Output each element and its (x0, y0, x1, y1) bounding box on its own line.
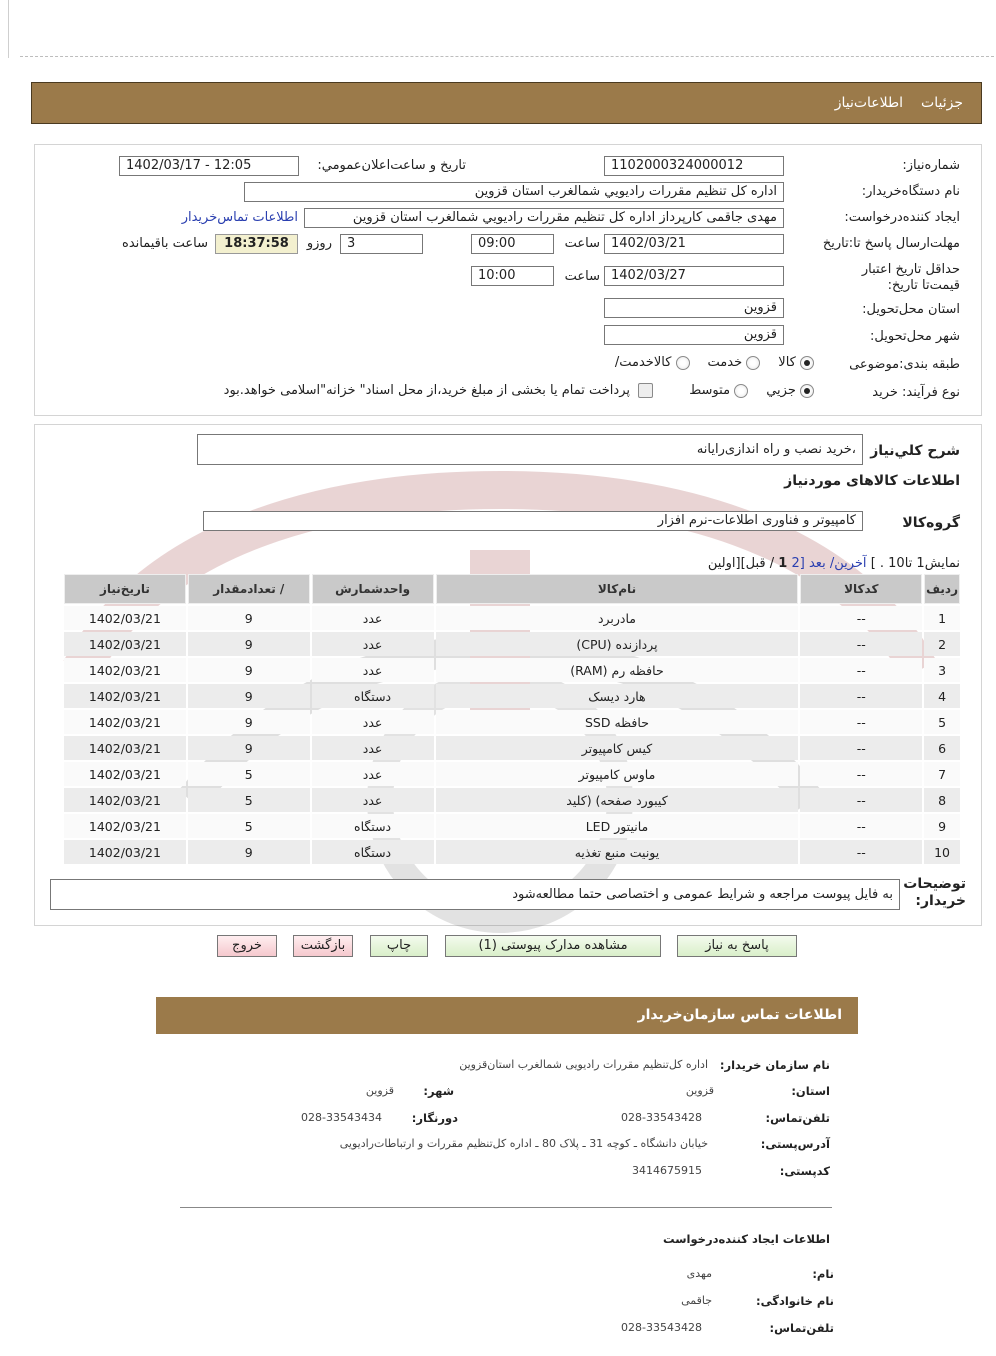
province-label: استان محل‌تحويل: (862, 302, 960, 317)
goods-unit: عدد (312, 710, 434, 734)
contact-postal-label: کدپستی: (779, 1164, 830, 1178)
goods-group-field: کامپيوتر و فناوری اطلاعات-نرم افزار (203, 511, 863, 531)
process-minor-text: جزيي (766, 383, 796, 398)
goods-code: -- (800, 710, 922, 734)
goods-table (62, 572, 962, 866)
requester-family-label: نام خانوادگی: (756, 1294, 834, 1308)
goods-code: -- (800, 788, 922, 812)
goods-date: 1402/03/21 (64, 736, 186, 760)
top-divider (20, 56, 994, 57)
col-unit: واحدشمارش (312, 574, 434, 604)
tab-need-info[interactable]: اطلاعات‌نياز (834, 95, 904, 111)
deadline-label: مهلت‌ارسال پاسخ تا:تاريخ (822, 236, 960, 251)
goods-date: 1402/03/21 (64, 684, 186, 708)
contact-address: خيابان دانشگاه ـ کوچه 31 ـ پلاک 80 ـ اداره کل‌تنظيم مقررات و ارتباطات‌راديويی (339, 1137, 708, 1150)
goods-code: -- (800, 606, 922, 630)
province-field: قزوين (604, 298, 784, 318)
buyer-notes-field: به فايل پيوست مراجعه و شرايط عمومی و اختصاصی حتما مطالعه‌شود (50, 879, 900, 910)
description-label: شرح کلي‌نياز (870, 443, 960, 459)
contact-city-label: شهر: (423, 1084, 454, 1098)
goods-unit: عدد (312, 658, 434, 682)
announce-label: تاريخ و ساعت‌اعلان‌عمومي: (317, 158, 466, 173)
category-goods-service-radio[interactable] (676, 356, 690, 370)
payment-checkbox[interactable] (638, 383, 653, 398)
goods-qty: 9 (188, 736, 310, 760)
row-number: 10 (924, 840, 960, 864)
contact-city: قزوين (365, 1084, 394, 1097)
contact-phone: 028-33543428 (621, 1111, 702, 1124)
reply-button[interactable]: پاسخ به نياز (677, 935, 797, 957)
requester-name: مهدی (686, 1267, 712, 1280)
goods-code: -- (800, 684, 922, 708)
tab-details[interactable]: جزئيات (921, 95, 963, 111)
table-row (64, 840, 960, 864)
goods-unit: عدد (312, 788, 434, 812)
days-label: روزو (306, 236, 332, 251)
contact-org: اداره کل‌تنظيم مقررات راديويی شمالغرب استان‌قزوين (459, 1058, 708, 1071)
row-number: 9 (924, 814, 960, 838)
process-medium[interactable] (689, 383, 748, 398)
goods-unit: عدد (312, 762, 434, 786)
pager-first-prev[interactable]: / قبل][اولين (707, 556, 775, 571)
requester-family: جاقمی (681, 1294, 712, 1307)
goods-name: کيس کامپيوتر (436, 736, 799, 760)
requester-phone-label: تلفن‌تماس: (769, 1321, 834, 1335)
category-service[interactable] (708, 355, 761, 370)
table-row (64, 658, 960, 682)
category-goods-service[interactable] (615, 355, 690, 370)
contact-divider (180, 1207, 832, 1208)
left-rule (8, 0, 9, 58)
validity-hour-label: ساعت (564, 269, 600, 284)
payment-option[interactable] (224, 383, 653, 398)
goods-date: 1402/03/21 (64, 606, 186, 630)
col-row: رديف (924, 574, 960, 604)
category-options (615, 355, 814, 370)
goods-date: 1402/03/21 (64, 788, 186, 812)
goods-table-header (64, 574, 960, 604)
goods-qty: 9 (188, 606, 310, 630)
category-service-text: خدمت (707, 355, 743, 370)
pager-next[interactable]: بعد (808, 556, 826, 571)
deadline-time-field: 09:00 (471, 234, 554, 254)
row-number: 8 (924, 788, 960, 812)
payment-note: پرداخت تمام يا بخشی از مبلغ خريد،از محل اسناد" خزانه"اسلامی خواهد.بود (223, 383, 630, 398)
contact-address-label: آدرس‌پستی: (760, 1137, 830, 1151)
table-row (64, 710, 960, 734)
contact-postal: 3414675915 (632, 1164, 702, 1177)
days-field: 3 (340, 234, 423, 254)
goods-unit: عدد (312, 632, 434, 656)
table-row (64, 814, 960, 838)
requester-phone: 028-33543428 (621, 1321, 702, 1334)
row-number: 4 (924, 684, 960, 708)
creator-label: ايجاد کننده‌درخواست: (844, 210, 960, 225)
row-number: 2 (924, 632, 960, 656)
process-minor-radio[interactable] (800, 384, 814, 398)
need-number-label: شماره‌نياز: (902, 158, 960, 173)
goods-unit: عدد (312, 736, 434, 760)
category-goods-radio[interactable] (800, 356, 814, 370)
title-bar (31, 82, 982, 124)
pager-page-1: 1 (778, 556, 788, 571)
contact-province: قزوين (685, 1084, 714, 1097)
goods-code: -- (800, 736, 922, 760)
contact-fax: 028-33543434 (301, 1111, 382, 1124)
table-row (64, 684, 960, 708)
buyer-contact-link[interactable]: اطلاعات تماس‌خريدار (181, 210, 298, 225)
category-label: طبقه بندی:موضوعی (849, 357, 960, 372)
goods-code: -- (800, 658, 922, 682)
goods-code: -- (800, 762, 922, 786)
row-number: 3 (924, 658, 960, 682)
category-service-radio[interactable] (746, 356, 760, 370)
print-button[interactable]: چاپ (370, 935, 428, 957)
goods-code: -- (800, 632, 922, 656)
goods-qty: 9 (188, 632, 310, 656)
category-goods-text: کالا (778, 355, 796, 370)
col-code: کدکالا (800, 574, 922, 604)
back-button[interactable]: بازگشت (293, 935, 353, 957)
contact-title-bar: اطلاعات تماس سازمان‌خريدار (156, 997, 858, 1034)
goods-qty: 9 (188, 684, 310, 708)
process-medium-text: متوسط (689, 383, 731, 398)
goods-date: 1402/03/21 (64, 710, 186, 734)
goods-date: 1402/03/21 (64, 658, 186, 682)
col-name: نام‌کالا (436, 574, 799, 604)
goods-info-title: اطلاعات کالاهای موردنياز (784, 473, 960, 489)
contact-org-label: نام سازمان‌ خريدار: (719, 1058, 830, 1072)
goods-qty: 9 (188, 658, 310, 682)
goods-qty: 9 (188, 840, 310, 864)
contact-province-label: استان: (791, 1084, 830, 1098)
row-number: 5 (924, 710, 960, 734)
buyer-label: نام دستگاه‌خريدار: (861, 184, 960, 199)
process-medium-radio[interactable] (734, 384, 748, 398)
goods-name: مادربرد (436, 606, 799, 630)
need-number-field: 1102000324000012 (604, 156, 784, 176)
goods-unit: دستگاه (312, 684, 434, 708)
row-number: 6 (924, 736, 960, 760)
remaining-time-field: 18:37:58 (215, 234, 298, 254)
goods-name: يونيت منبع تغذيه (436, 840, 799, 864)
goods-qty: 5 (188, 814, 310, 838)
deadline-hour-label: ساعت (564, 236, 600, 251)
process-label: نوع فرآيند: خريد (872, 385, 960, 400)
city-field: قزوين (604, 325, 784, 345)
contact-fax-label: دورنگار: (411, 1111, 458, 1125)
goods-name: مانيتور LED (436, 814, 799, 838)
goods-name: پردازنده (CPU) (436, 632, 799, 656)
table-row (64, 736, 960, 760)
description-field: ،خريد نصب و راه اندازی‌رايانه (197, 434, 863, 465)
table-row (64, 762, 960, 786)
row-number: 1 (924, 606, 960, 630)
validity-time-field: 10:00 (471, 266, 554, 286)
process-minor[interactable] (766, 383, 814, 398)
goods-date: 1402/03/21 (64, 840, 186, 864)
creator-field: مهدی جاقمی کارپرداز اداره کل تنظيم مقررات راديويي شمالغرب استان قزوين (304, 208, 784, 228)
process-options (689, 383, 814, 398)
city-label: شهر محل‌تحويل: (870, 329, 960, 344)
contact-phone-label: تلفن‌تماس: (765, 1111, 830, 1125)
table-row (64, 606, 960, 630)
announce-field: 1402/03/17 - 12:05 (119, 156, 299, 176)
goods-code: -- (800, 840, 922, 864)
exit-button[interactable]: خروج (217, 935, 277, 957)
goods-date: 1402/03/21 (64, 814, 186, 838)
goods-unit: دستگاه (312, 840, 434, 864)
goods-table-body (64, 606, 960, 864)
requester-name-label: نام: (812, 1267, 834, 1281)
goods-name: ماوس کامپيوتر (436, 762, 799, 786)
remaining-label: ساعت باقيمانده (122, 236, 208, 251)
view-attachments-button[interactable]: مشاهده مدارک پيوستی (1) (445, 935, 661, 957)
pager-page-2[interactable]: [2 (791, 556, 805, 571)
pager (708, 556, 960, 571)
col-date: تاريخ‌نياز (64, 574, 186, 604)
col-qty: / تعدادمقدار (188, 574, 310, 604)
deadline-date-field: 1402/03/21 (604, 234, 784, 254)
goods-unit: عدد (312, 606, 434, 630)
category-goods[interactable] (778, 355, 814, 370)
pager-range: نمايش1 تا10 . ] (870, 556, 960, 571)
requester-title: اطلاعات ايجاد کننده‌درخواست (663, 1232, 830, 1246)
goods-date: 1402/03/21 (64, 632, 186, 656)
goods-name: هارد ديسک (436, 684, 799, 708)
table-row (64, 632, 960, 656)
goods-group-label: گروه‌کالا (902, 515, 960, 531)
goods-qty: 5 (188, 788, 310, 812)
goods-qty: 9 (188, 710, 310, 734)
goods-name: حافظه SSD (436, 710, 799, 734)
validity-label: حداقل تاريخ اعتبار قيمت‌تا تاريخ: (861, 262, 960, 293)
goods-code: -- (800, 814, 922, 838)
row-number: 7 (924, 762, 960, 786)
buyer-field: اداره کل تنظيم مقررات راديويي شمالغرب استان قزوين (244, 182, 784, 202)
pager-last[interactable]: آخرين/ (829, 556, 867, 571)
goods-qty: 5 (188, 762, 310, 786)
goods-unit: دستگاه (312, 814, 434, 838)
goods-name: حافظه رم (RAM) (436, 658, 799, 682)
buyer-notes-label: توضيحات خريدار: (903, 876, 966, 909)
validity-date-field: 1402/03/27 (604, 266, 784, 286)
goods-date: 1402/03/21 (64, 762, 186, 786)
table-row (64, 788, 960, 812)
goods-name: کيبورد صفحه) (کليد (436, 788, 799, 812)
category-goods-service-text: کالاخدمت/ (614, 355, 672, 370)
